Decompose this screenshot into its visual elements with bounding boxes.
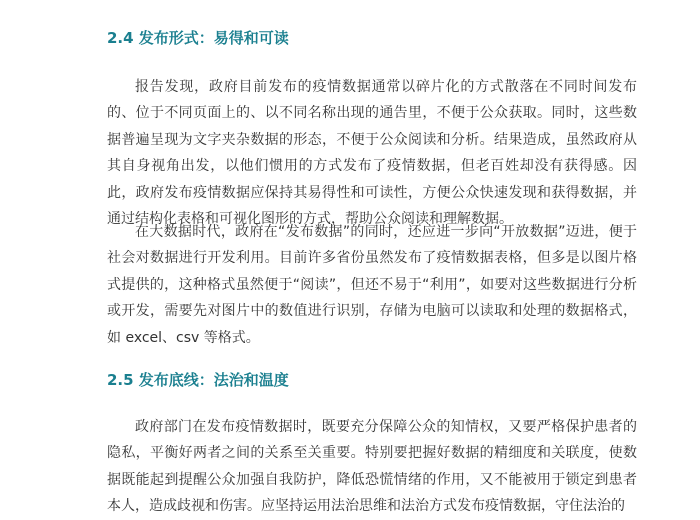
paragraph-2-4-1: 报告发现，政府目前发布的疫情数据通常以碎片化的方式散落在不同时间发布的、位于不同页面上的、以不同名称出现的通告里，不便于公众获取。同时，这些数据普遍呈现为文字夹杂数据的形态，不便于公众阅读和分析。结果造成，虽然政府从其自身视角出发，以他们惯用的方式发布了疫情数据，但老百姓却没有获得感。因此，政府发布疫情数据应保持其易得性和可读性，方便公众快速发现和获得数据，并通过结构化表格和可视化图形的方式，帮助公众阅读和理解数据。: [107, 79, 637, 228]
paragraph-2-4-2: 在大数据时代，政府在“发布数据”的同时，还应进一步向“开放数据”迈进，便于社会对数据进行开发利用。目前许多省份虽然发布了疫情数据表格，但多是以图片格式提供的，这种格式虽然便于“阅读”，但还不易于“利用”，如要对这些数据进行分析或开发，需要先对图片中的数值进行识别，存储为电脑可以读取和处理的数据格式，如 excel、csv 等格式。: [107, 224, 637, 346]
paragraph-2-5-1: 政府部门在发布疫情数据时，既要充分保障公众的知情权，又要严格保护患者的隐私，平衡好两者之间的关系至关重要。特别要把握好数据的精细度和关联度，使数据既能起到提醒公众加强自我防护，降低恐慌情绪的作用，又不能被用于锁定到患者本人，造成歧视和伤害。应坚持运用法治思维和法治方式发布疫情数据，守住法治的: [107, 419, 637, 515]
section-heading-2-4: 2.4 发布形式：易得和可读: [107, 29, 289, 47]
section-heading-2-5: 2.5 发布底线：法治和温度: [107, 371, 289, 389]
